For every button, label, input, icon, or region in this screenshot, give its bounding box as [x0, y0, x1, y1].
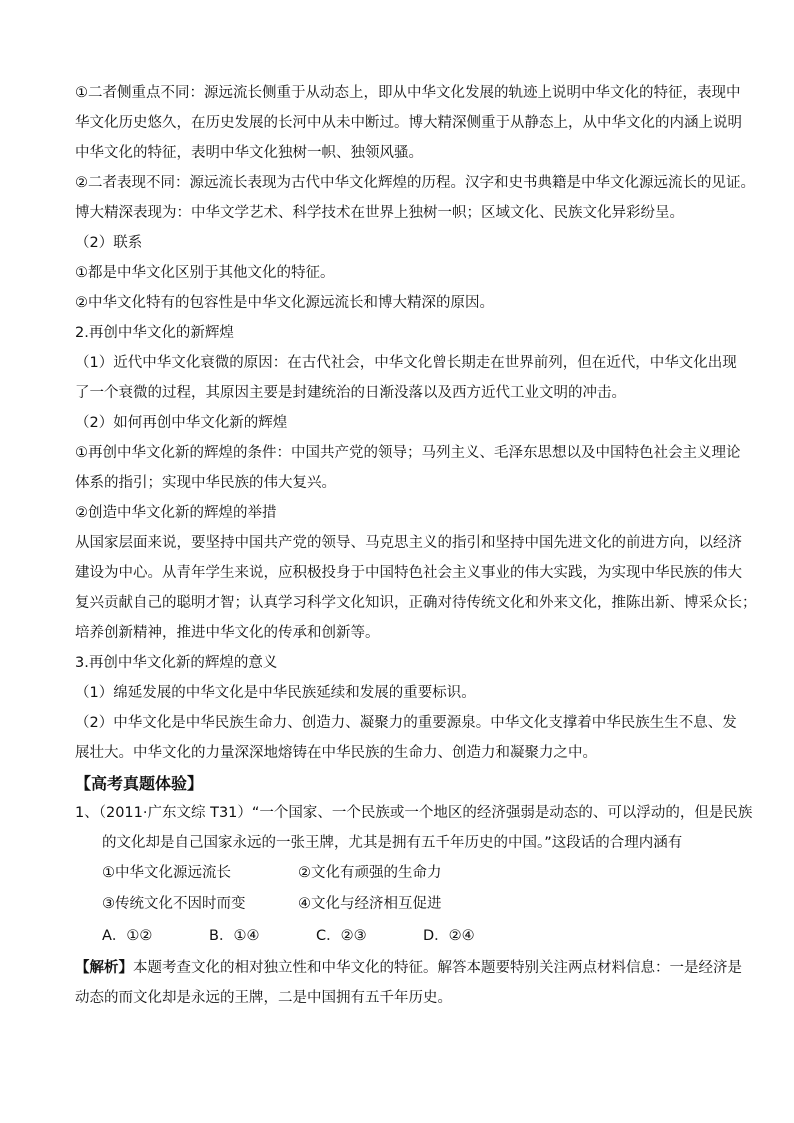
answer-choices [102, 920, 725, 953]
text-line: ②二者表现不同：源远流长表现为古代中华文化辉煌的历程。汉字和史书典籍是中华文化源远流长的见证。 [75, 175, 755, 191]
text-line: 博大精深表现为：中华文学艺术、科学技术在世界上独树一帜；区域文化、民族文化异彩纷呈。 [75, 205, 684, 221]
text-line: （2）如何再创中华文化新的辉煌 [75, 415, 288, 431]
text-line: 建设为中心。从青年学生来说，应积极投身于中国特色社会主义事业的伟大实践，为实现中华民族的伟大 [75, 565, 742, 581]
question-options [102, 858, 725, 920]
text-line: 培养创新精神，推进中华文化的传承和创新等。 [75, 625, 380, 641]
analysis-line [75, 953, 742, 983]
option-item: ④文化与经济相互促进 [298, 896, 442, 912]
analysis-text: 本题考查文化的相对独立性和中华文化的特征。解答本题要特别关注两点材料信息：一是经济是 [133, 960, 742, 976]
text-line: 复兴贡献自己的聪明才智；认真学习科学文化知识，正确对待传统文化和外来文化，推陈出新、博采众长； [75, 595, 757, 611]
section-subheading: 3.再创中华文化新的辉煌的意义 [75, 655, 278, 671]
text-line: （2）联系 [75, 235, 143, 251]
section-subheading: 2.再创中华文化的新辉煌 [75, 325, 234, 341]
text-line: 从国家层面来说，要坚持中国共产党的领导、马克思主义的指引和坚持中国先进文化的前进方向，以经济 [75, 535, 742, 551]
text-line: ①再创中华文化新的辉煌的条件：中国共产党的领导；马列主义、毛泽东思想以及中国特色社会主义理论 [75, 445, 741, 461]
analysis-line: 动态的而文化却是永远的王牌，二是中国拥有五千年历史。 [75, 990, 452, 1006]
text-line: （1）近代中华文化衰微的原因：在古代社会，中华文化曾长期走在世界前列，但在近代，中华文化出现 [75, 355, 737, 371]
option-row [102, 889, 725, 920]
option-item: ①中华文化源远流长 [102, 865, 231, 881]
document-content [75, 78, 757, 1013]
text-line: （1）绵延发展的中华文化是中华民族延续和发展的重要标识。 [75, 685, 476, 701]
analysis-label: 【解析】 [75, 960, 133, 976]
text-line: 了一个衰微的过程，其原因主要是封建统治的日渐没落以及西方近代工业文明的冲击。 [75, 385, 626, 401]
option-row [102, 858, 725, 889]
text-line: ①二者侧重点不同：源远流长侧重于从动态上，即从中华文化发展的轨迹上说明中华文化的特征，表现中 [75, 85, 741, 101]
option-item: ③传统文化不因时而变 [102, 896, 246, 912]
text-line: ①都是中华文化区别于其他文化的特征。 [75, 265, 335, 281]
text-line: 展壮大。中华文化的力量深深地熔铸在中华民族的生命力、创造力和凝聚力之中。 [75, 745, 597, 761]
text-line: 体系的指引；实现中华民族的伟大复兴。 [75, 475, 336, 491]
choice-b: B．①④ [209, 928, 260, 944]
option-item: ②文化有顽强的生命力 [298, 865, 442, 881]
text-line: 华文化历史悠久，在历史发展的长河中从未中断过。博大精深侧重于从静态上，从中华文化的内涵上说明 [75, 115, 742, 131]
question-text: 1、（2011·广东文综 T31）“一个国家、一个民族或一个地区的经济强弱是动态的、可以浮动的，但是民族 [75, 805, 753, 821]
section-heading: 【高考真题体验】 [75, 774, 204, 793]
choice-d: D．②④ [423, 928, 475, 944]
text-line: ②中华文化特有的包容性是中华文化源远流长和博大精深的原因。 [75, 295, 494, 311]
text-line: （2）中华文化是中华民族生命力、创造力、凝聚力的重要源泉。中华文化支撑着中华民族生生不息、发 [75, 715, 737, 731]
text-line: ②创造中华文化新的辉煌的举措 [75, 505, 277, 521]
choice-c: C．②③ [316, 928, 367, 944]
question-text: 的文化却是自己国家永远的一张王牌，尤其是拥有五千年历史的中国。”这段话的合理内涵有 [102, 835, 683, 851]
choice-a: A．①② [102, 928, 153, 944]
text-line: 中华文化的特征，表明中华文化独树一帜、独领风骚。 [75, 145, 423, 161]
